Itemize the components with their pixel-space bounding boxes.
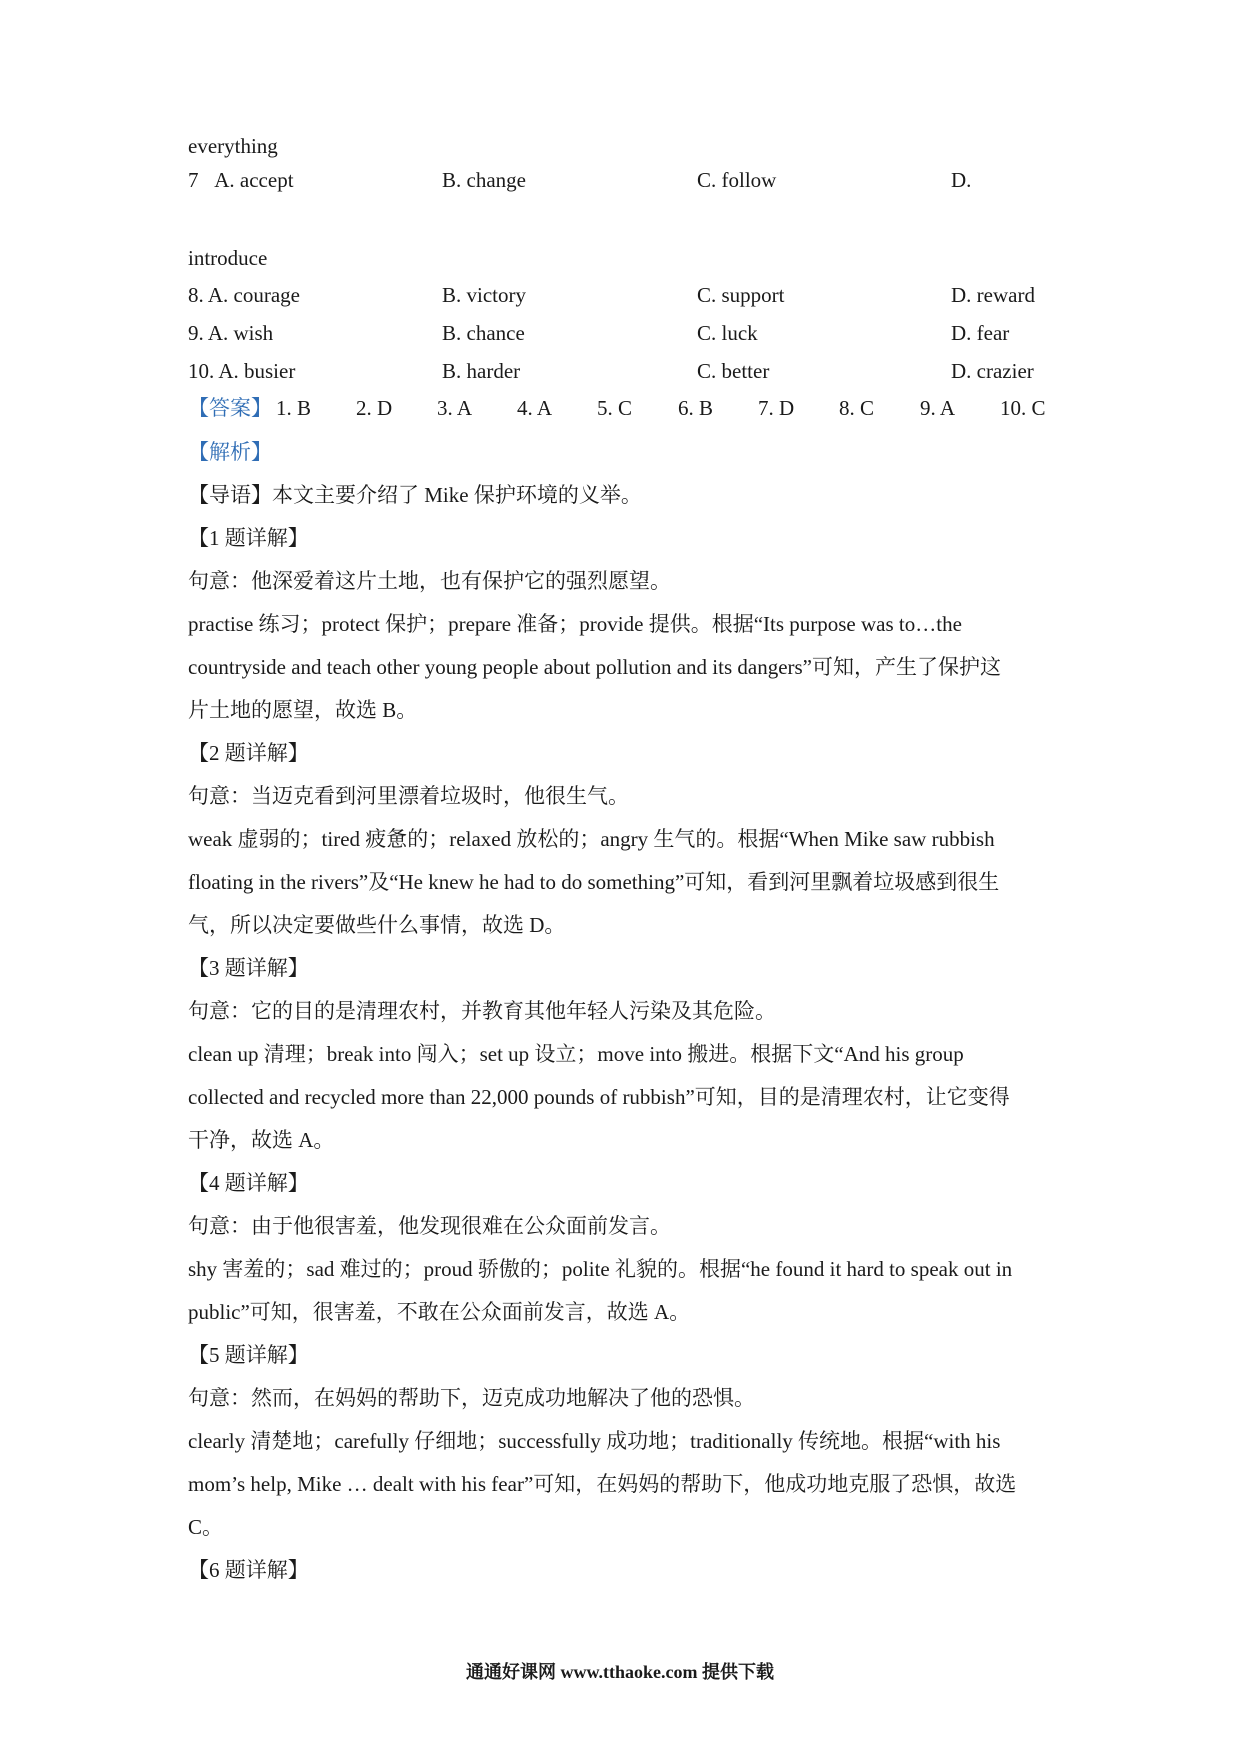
q7-option-b: B. change — [442, 168, 526, 192]
q5-explanation-line: mom’s help, Mike … dealt with his fear”可知，在妈妈的帮助下，他成功地克服了恐惧，故选 — [188, 1472, 1017, 1496]
q4-detail-title: 【4 题详解】 — [188, 1171, 309, 1195]
answer-item: 4. A — [517, 396, 553, 420]
q6-detail-title: 【6 题详解】 — [188, 1558, 309, 1582]
page-footer: 通通好课网 www.tthaoke.com 提供下载 — [466, 1662, 774, 1682]
answer-item: 2. D — [356, 396, 393, 420]
q4-explanation-line: shy 害羞的；sad 难过的；proud 骄傲的；polite 礼貌的。根据“he found it hard to speak out in — [188, 1257, 1013, 1281]
q8-option-b: B. victory — [442, 283, 526, 307]
answer-item: 9. A — [920, 396, 956, 420]
q2-sentence-meaning: 句意：当迈克看到河里漂着垃圾时，他很生气。 — [188, 784, 629, 808]
q10-option-d: D. crazier — [951, 359, 1034, 383]
question-9-options — [188, 319, 1048, 347]
q1-sentence-meaning: 句意：他深爱着这片土地，也有保护它的强烈愿望。 — [188, 569, 671, 593]
q7-option-d-continuation: introduce — [188, 246, 268, 270]
q9-option-c: C. luck — [697, 321, 758, 345]
q9-option-a: 9. A. wish — [188, 321, 274, 345]
answer-item: 3. A — [437, 396, 473, 420]
q8-option-c: C. support — [697, 283, 785, 307]
q9-option-b: B. chance — [442, 321, 525, 345]
q8-option-a: 8. A. courage — [188, 283, 300, 307]
question-10-options — [188, 357, 1048, 385]
q9-option-d: D. fear — [951, 321, 1010, 345]
answer-item: 1. B — [276, 396, 312, 420]
answer-item: 5. C — [597, 396, 633, 420]
q2-explanation-line: 气，所以决定要做些什么事情，故选 D。 — [188, 913, 566, 937]
q1-explanation-line: practise 练习；protect 保护；prepare 准备；provide 提供。根据“Its purpose was to…the — [188, 612, 962, 636]
q5-sentence-meaning: 句意：然而，在妈妈的帮助下，迈克成功地解决了他的恐惧。 — [188, 1386, 755, 1410]
q7-option-d: D. — [951, 168, 972, 192]
q5-explanation-line: clearly 清楚地；carefully 仔细地；successfully 成功地；traditionally 传统地。根据“with his — [188, 1429, 1001, 1453]
question-7-options — [188, 166, 1048, 194]
q3-explanation-line: collected and recycled more than 22,000 pounds of rubbish”可知，目的是清理农村，让它变得 — [188, 1085, 1010, 1109]
q10-option-a: 10. A. busier — [188, 359, 296, 383]
q1-explanation-line: 片土地的愿望，故选 B。 — [188, 698, 418, 722]
question-8-options — [188, 281, 1048, 309]
guide-text: 【导语】本文主要介绍了 Mike 保护环境的义举。 — [188, 483, 642, 507]
answer-item: 10. C — [1000, 396, 1046, 420]
q4-sentence-meaning: 句意：由于他很害羞，他发现很难在公众面前发言。 — [188, 1214, 671, 1238]
q1-explanation-line: countryside and teach other young people about pollution and its dangers”可知，产生了保护这 — [188, 655, 1002, 679]
q3-explanation-line: clean up 清理；break into 闯入；set up 设立；move into 搬进。根据下文“And his group — [188, 1042, 964, 1066]
q7-option-c: C. follow — [697, 168, 777, 192]
answer-item: 6. B — [678, 396, 714, 420]
q8-option-d: D. reward — [951, 283, 1035, 307]
q2-explanation-line: floating in the rivers”及“He knew he had to do something”可知，看到河里飘着垃圾感到很生 — [188, 870, 1000, 894]
q3-sentence-meaning: 句意：它的目的是清理农村，并教育其他年轻人污染及其危险。 — [188, 999, 776, 1023]
answer-key — [188, 394, 1048, 422]
q7-option-a: 7 A. accept — [188, 168, 294, 192]
q5-detail-title: 【5 题详解】 — [188, 1343, 309, 1367]
answer-item: 8. C — [839, 396, 875, 420]
answer-item: 7. D — [758, 396, 795, 420]
q4-explanation-line: public”可知，很害羞，不敢在公众面前发言，故选 A。 — [188, 1300, 691, 1324]
q5-explanation-line: C。 — [188, 1515, 224, 1539]
q3-detail-title: 【3 题详解】 — [188, 956, 309, 980]
analysis-heading: 【解析】 — [188, 440, 272, 464]
q2-detail-title: 【2 题详解】 — [188, 741, 309, 765]
answer-tag: 【答案】 — [188, 396, 272, 420]
q2-explanation-line: weak 虚弱的；tired 疲惫的；relaxed 放松的；angry 生气的。根据“When Mike saw rubbish — [188, 827, 995, 851]
q10-option-b: B. harder — [442, 359, 521, 383]
q3-explanation-line: 干净，故选 A。 — [188, 1128, 335, 1152]
q1-detail-title: 【1 题详解】 — [188, 526, 309, 550]
q10-option-c: C. better — [697, 359, 770, 383]
question-6-option-d-continuation: everything — [188, 134, 278, 158]
